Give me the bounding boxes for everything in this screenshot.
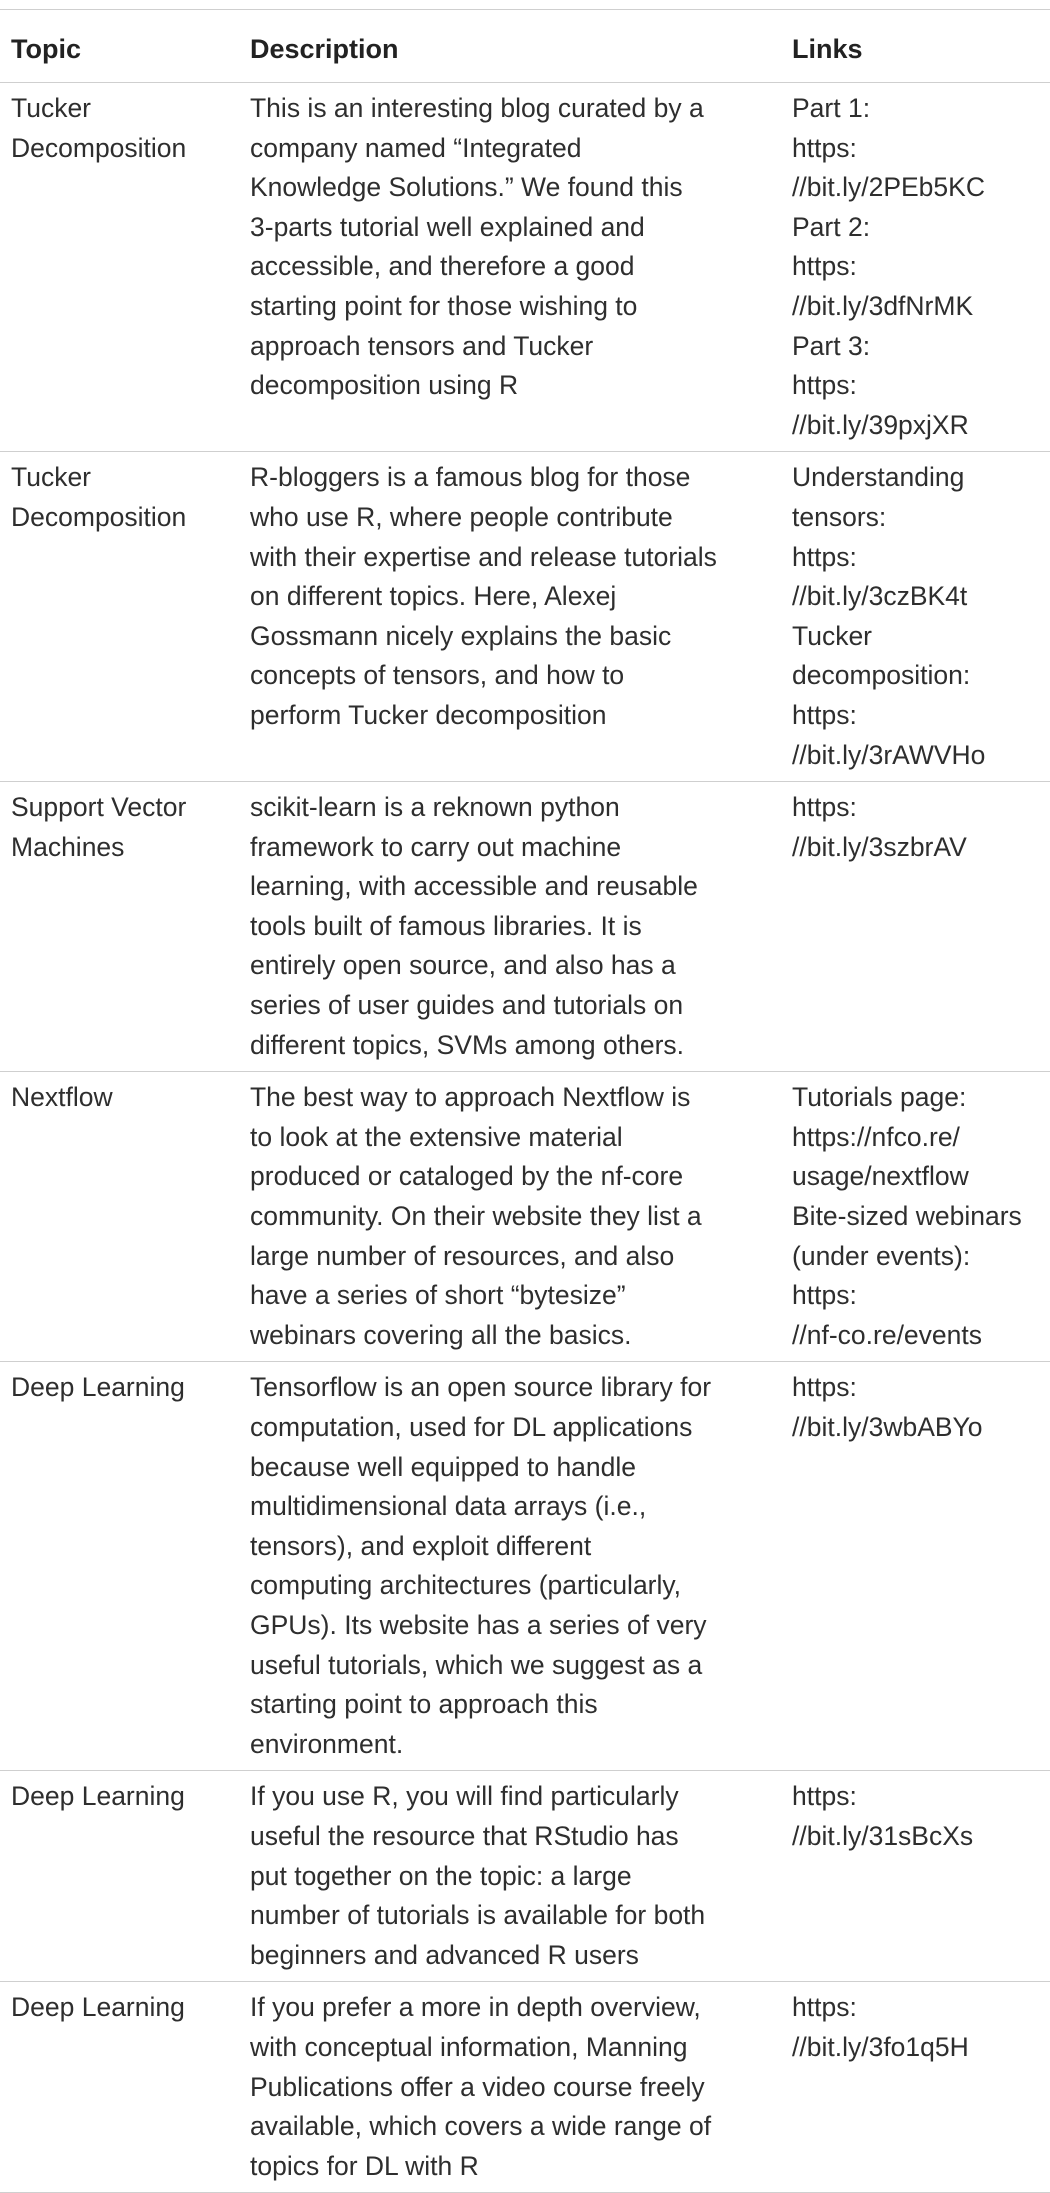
link-line[interactable]: https:	[792, 699, 857, 730]
link-line[interactable]: usage/nextflow	[792, 1161, 969, 1192]
link-line[interactable]: //bit.ly/3dfNrMK	[792, 290, 974, 321]
header-topic: Topic	[11, 34, 81, 64]
topic-cell	[0, 1771, 240, 1982]
description-line: starting point to approach this	[250, 1689, 598, 1720]
topic-line: Support Vector	[11, 792, 187, 823]
description-line: have a series of short “bytesize”	[250, 1280, 626, 1311]
description-line: different topics, SVMs among others.	[250, 1029, 685, 1060]
description-line: multidimensional data arrays (i.e.,	[250, 1491, 647, 1522]
description-line: topics for DL with R	[250, 2150, 479, 2181]
description-line: to look at the extensive material	[250, 1121, 623, 1152]
description-line: with conceptual information, Manning	[250, 2031, 688, 2062]
description-line: Gossmann nicely explains the basic	[250, 620, 672, 651]
link-line[interactable]: Understanding	[792, 462, 965, 493]
description-line: Publications offer a video course freely	[250, 2071, 705, 2102]
table-row	[0, 782, 1050, 1072]
description-line: because well equipped to handle	[250, 1451, 637, 1482]
topic-line: Tucker	[11, 93, 92, 123]
description-cell	[240, 1982, 786, 2193]
description-line: If you use R, you will find particularly	[250, 1781, 679, 1812]
link-line[interactable]: Tucker	[792, 620, 873, 651]
description-line: learning, with accessible and reusable	[250, 871, 698, 902]
header-links: Links	[792, 34, 863, 64]
link-line[interactable]: Bite-sized webinars	[792, 1201, 1022, 1232]
topic-line: Deep Learning	[11, 1372, 185, 1403]
description-line: Tensorflow is an open source library for	[250, 1372, 712, 1403]
description-line: useful tutorials, which we suggest as a	[250, 1649, 703, 1680]
description-line: useful the resource that RStudio has	[250, 1820, 679, 1851]
description-cell	[240, 1771, 786, 1982]
topic-cell	[0, 782, 240, 1072]
topic-cell	[0, 1072, 240, 1362]
link-line[interactable]: //bit.ly/2PEb5KC	[792, 172, 985, 203]
description-line: 3-parts tutorial well explained and	[250, 211, 645, 242]
description-line: scikit-learn is a reknown python	[250, 792, 620, 823]
description-line: approach tensors and Tucker	[250, 330, 594, 361]
link-line[interactable]: //bit.ly/39pxjXR	[792, 409, 969, 440]
description-line: company named “Integrated	[250, 132, 582, 163]
description-line: environment.	[250, 1728, 404, 1759]
link-line[interactable]: Part 2:	[792, 211, 871, 242]
description-line: put together on the topic: a large	[250, 1860, 632, 1891]
link-line[interactable]: //nf-co.re/events	[792, 1319, 983, 1350]
description-line: computation, used for DL applications	[250, 1412, 693, 1442]
links-cell	[786, 1362, 1050, 1771]
description-line: beginners and advanced R users	[250, 1939, 639, 1970]
links-cell	[786, 452, 1050, 782]
link-line[interactable]: //bit.ly/3wbABYo	[792, 1412, 983, 1442]
topic-cell	[0, 83, 240, 452]
link-line[interactable]: //bit.ly/3szbrAV	[792, 831, 967, 862]
description-line: computing architectures (particularly,	[250, 1570, 682, 1601]
link-line[interactable]: //bit.ly/3czBK4t	[792, 581, 968, 612]
topic-line: Tucker	[11, 462, 92, 493]
link-line[interactable]: https:	[792, 792, 857, 823]
topic-line: Deep Learning	[11, 1781, 185, 1812]
description-cell	[240, 782, 786, 1072]
table-row	[0, 83, 1050, 452]
description-line: number of tutorials is available for both	[250, 1900, 706, 1931]
link-line[interactable]: https:	[792, 1992, 857, 2023]
link-line[interactable]: https:	[792, 251, 857, 282]
description-line: tools built of famous libraries. It is	[250, 910, 642, 941]
table-row	[0, 1072, 1050, 1362]
description-cell	[240, 1072, 786, 1362]
topic-cell	[0, 1982, 240, 2193]
links-cell	[786, 1072, 1050, 1362]
table-row	[0, 452, 1050, 782]
topic-line: Machines	[11, 831, 125, 862]
description-line: GPUs). Its website has a series of very	[250, 1609, 707, 1640]
link-line[interactable]: https:	[792, 370, 857, 401]
link-line[interactable]: https://nfco.re/	[792, 1121, 960, 1152]
topic-line: Nextflow	[11, 1082, 113, 1113]
description-line: concepts of tensors, and how to	[250, 660, 625, 691]
topic-cell	[0, 452, 240, 782]
description-line: who use R, where people contribute	[250, 501, 673, 532]
description-line: with their expertise and release tutorials	[250, 541, 717, 572]
link-line[interactable]: Tutorials page:	[792, 1082, 967, 1113]
description-cell	[240, 83, 786, 452]
link-line[interactable]: //bit.ly/3fo1q5H	[792, 2031, 969, 2062]
description-line: on different topics. Here, Alexej	[250, 581, 617, 612]
link-line[interactable]: https:	[792, 1781, 857, 1812]
description-line: community. On their website they list a	[250, 1201, 702, 1232]
header-description: Description	[250, 34, 399, 64]
link-line[interactable]: https:	[792, 1372, 857, 1403]
topic-line: Decomposition	[11, 501, 187, 532]
description-line: series of user guides and tutorials on	[250, 990, 684, 1021]
description-line: R-bloggers is a famous blog for those	[250, 462, 691, 493]
link-line[interactable]: (under events):	[792, 1240, 971, 1271]
table-body	[0, 83, 1050, 2193]
description-line: perform Tucker decomposition	[250, 699, 607, 730]
description-line: webinars covering all the basics.	[250, 1319, 632, 1350]
description-line: large number of resources, and also	[250, 1240, 675, 1271]
link-line[interactable]: tensors:	[792, 501, 887, 532]
description-line: Knowledge Solutions.” We found this	[250, 172, 683, 203]
link-line[interactable]: Part 3:	[792, 330, 871, 361]
description-line: accessible, and therefore a good	[250, 251, 635, 282]
description-line: decomposition using R	[250, 370, 519, 401]
link-line[interactable]: decomposition:	[792, 660, 971, 691]
table-row	[0, 1771, 1050, 1982]
link-line[interactable]: https:	[792, 132, 857, 163]
description-line: starting point for those wishing to	[250, 290, 638, 321]
link-line[interactable]: //bit.ly/3rAWVHo	[792, 739, 986, 770]
link-line[interactable]: //bit.ly/31sBcXs	[792, 1820, 974, 1851]
table-row	[0, 1362, 1050, 1771]
description-line: tensors), and exploit different	[250, 1530, 592, 1561]
table-header	[0, 10, 1050, 83]
table-row	[0, 1982, 1050, 2193]
description-line: produced or cataloged by the nf-core	[250, 1161, 684, 1192]
description-line: available, which covers a wide range of	[250, 2111, 712, 2142]
links-cell	[786, 1771, 1050, 1982]
description-cell	[240, 1362, 786, 1771]
topic-cell	[0, 1362, 240, 1771]
description-line: entirely open source, and also has a	[250, 950, 676, 981]
header-row	[0, 10, 1050, 83]
topic-line: Decomposition	[11, 132, 187, 163]
links-cell	[786, 83, 1050, 452]
links-cell	[786, 782, 1050, 1072]
links-cell	[786, 1982, 1050, 2193]
resources-table	[0, 9, 1050, 2193]
topic-line: Deep Learning	[11, 1992, 185, 2023]
description-line: If you prefer a more in depth overview,	[250, 1992, 701, 2023]
link-line[interactable]: https:	[792, 1280, 857, 1311]
link-line[interactable]: Part 1:	[792, 93, 871, 123]
description-line: The best way to approach Nextflow is	[250, 1082, 691, 1113]
link-line[interactable]: https:	[792, 541, 857, 572]
description-cell	[240, 452, 786, 782]
description-line: framework to carry out machine	[250, 831, 622, 862]
description-line: This is an interesting blog curated by a	[250, 93, 704, 123]
